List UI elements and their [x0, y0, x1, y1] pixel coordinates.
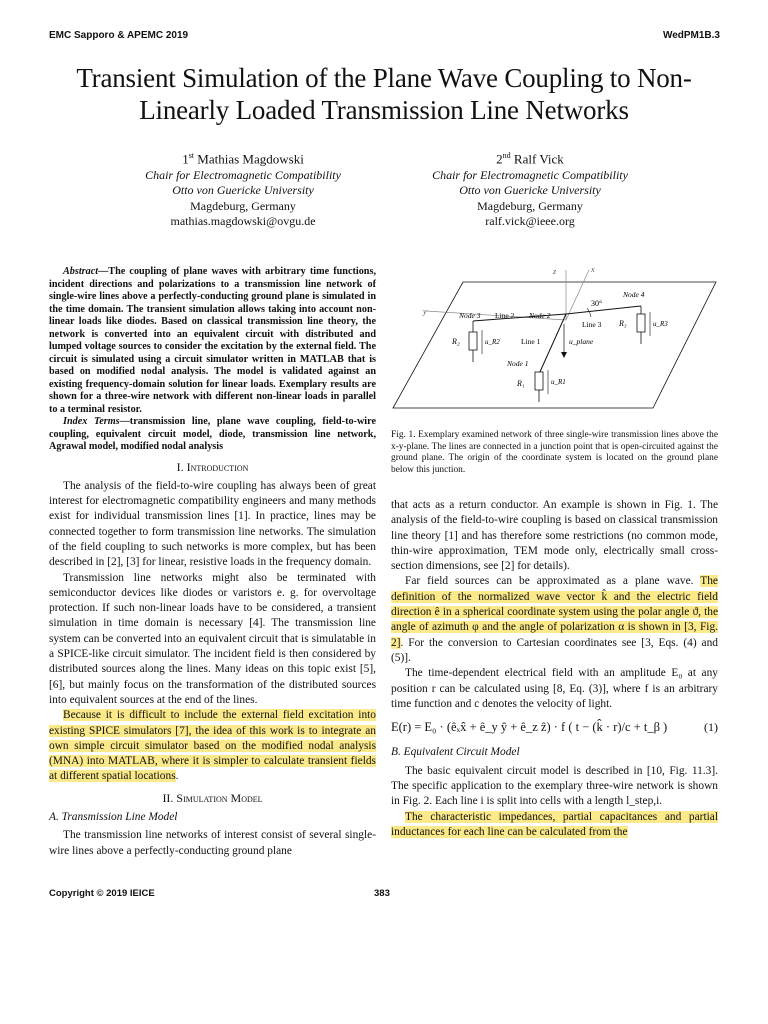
intro-paragraph-2: Transmission line networks might also be terminated with semiconductor devices like diodes or varistors e. g. for overvoltage protection. If such non-linear loads have to be considered, a transient simulation in time domain is necessary [4]. The transmission line system can be converted into an equivalent circuit that is simulatable in a SPICE-like circuit simulator. The incident field is then considered by distributed sources along the lines. Many ideas on this topic exist [5], [6], but mainly focus on the transformation of the distributed sources into equivalent sources at the end of the lines.	[49, 571, 376, 706]
line-2-label: Line 2	[495, 311, 515, 320]
line-3-label: Line 3	[582, 320, 602, 329]
node-1-label: Node 1	[507, 359, 529, 368]
intro-paragraph-1: The analysis of the field-to-wire coupling has always been of great interest for electromagnetic compatibility engineers and many methods exist for individual transmission lines [1]. In practice, lines may be connected together to form transmission line networks. The simulation of the field coupling to such networks is more complex, but has been described in [2], [3] for linear, resistive loads in the frequency domain.	[49, 479, 376, 569]
copyright-footer: Copyright © 2019 IEICE	[49, 888, 155, 899]
session-code: WedPM1B.3	[662, 30, 720, 41]
author-block-2	[380, 148, 680, 230]
x-axis-label: x	[591, 265, 595, 274]
abstract-label: Abstract	[63, 266, 99, 277]
r3-label: R₃	[619, 319, 627, 328]
section-heading-simulation-model: II. Simulation Model	[162, 790, 263, 805]
right-paragraph-1: that acts as a return conductor. An example is shown in Fig. 1. The analysis of the field-to-wire coupling is based on classical transmission line theory [1] and has therefore some restrictions (no common mode, thin-wire approximation, TEM mode only, electrically small cross-section dimensions, see [2] for details).	[391, 499, 718, 573]
author-affiliation-1: Chair for Electromagnetic Compatibility	[145, 167, 341, 182]
angle-label: 30°	[591, 299, 603, 308]
author-name-1: 1st Mathias Magdowski	[182, 151, 304, 167]
figure-1-diagram	[391, 262, 718, 427]
right-paragraph-2: Far field sources can be approximated as a plane wave. The definition of the normalized wave vector k̂ and the electric field direction ê in a spherical coordinate system using the polar angle ϑ, the angle of azimuth φ and the angle of polarization α is shown in [3, Fig. 2]. For the conversion to Cartesian coordinates see [3, Eqs. (4) and (5)].	[391, 575, 718, 664]
author-name-2: 2nd Ralf Vick	[496, 151, 564, 167]
right-paragraph-4: The basic equivalent circuit model is described in [10, Fig. 11.3]. The specific application to the exemplary three-wire network is shown in Fig. 2. Each line i is split into cells with a length l_step,i.	[391, 764, 718, 808]
y-axis-label: y	[423, 307, 427, 316]
section-heading-introduction: I. Introduction	[176, 459, 249, 474]
ur3-label: u_R3	[653, 320, 668, 328]
figure-1-caption: Fig. 1. Exemplary examined network of three single-wire transmission lines above the x-y-plane. The lines are connected in a junction point that is open-circuited against the ground plane. The origin of the coordinate system is located on the ground plane below this junction.	[391, 430, 718, 475]
highlighted-text: The characteristic impedances, partial capacitances and partial inductances for each line can be calculated from the	[391, 810, 718, 838]
abstract	[49, 266, 376, 416]
u-plane-arrowhead	[561, 352, 567, 358]
line-1	[539, 314, 566, 374]
conference-header: EMC Sapporo & APEMC 2019	[49, 30, 189, 41]
subsection-heading-b: B. Equivalent Circuit Model	[391, 746, 520, 759]
equation-1-body: E(r) = E₀ · (êₓx̂ + ê_y ŷ + ê_z ẑ) · f ( t − (k̂ · r)/c + t_β )	[391, 720, 668, 735]
author-block-1	[93, 148, 393, 230]
left-column	[49, 266, 376, 859]
ground-plane	[393, 282, 716, 408]
page-number: 383	[374, 888, 390, 899]
index-terms-label: Index Terms	[63, 416, 120, 427]
right-paragraph-5	[391, 810, 718, 841]
ur2-label: u_R2	[485, 338, 500, 346]
author-university-1: Otto von Guericke University	[172, 183, 314, 198]
index-terms-text: —transmission line, plane wave coupling, field-to-wire coupling, equivalent circuit model, diode, transmission line network, Agrawal model, modified nodal analysis	[49, 416, 376, 452]
equation-1-number: (1)	[704, 720, 718, 735]
figure-1	[391, 262, 718, 427]
equation-1	[391, 720, 718, 735]
author-city-1: Magdeburg, Germany	[190, 198, 296, 213]
line-1-label: Line 1	[521, 337, 541, 346]
author-university-2: Otto von Guericke University	[459, 183, 601, 198]
node-2-label: Node 2	[529, 311, 551, 320]
resistor-r1	[535, 372, 543, 390]
z-axis-label: z	[553, 267, 557, 276]
author-email-1: mathias.magdowski@ovgu.de	[170, 214, 316, 229]
author-email-2: ralf.vick@ieee.org	[485, 214, 575, 229]
line-3	[566, 306, 641, 314]
resistor-r3	[637, 314, 645, 332]
angle-arc	[587, 308, 591, 317]
u-plane-label: u_plane	[569, 337, 594, 346]
right-paragraph-3: The time-dependent electrical field with an amplitude E₀ at any position r can be calculated using [8, Eq. (3)], where f is an arbitrary time function and c denotes the velocity of light.	[391, 667, 718, 710]
intro-paragraph-3: Because it is difficult to include the external field excitation into existing SPICE simulators [7], the idea of this work is to integrate an own simple circuit simulator based on the modified nodal analysis (MNA) into MATLAB, where it is simpler to calculate transient fields at different spatial locations.	[49, 709, 376, 783]
highlighted-text: The definition of the normalized wave vector k̂ and the electric field direction ê in a spherical coordinate system using the polar angle ϑ, the angle of azimuth φ and the angle of polarization α is shown in [3, Fig. 2]	[391, 575, 718, 649]
author-affiliation-2: Chair for Electromagnetic Compatibility	[432, 167, 628, 182]
r1-label: R₁	[517, 379, 525, 388]
abstract-text: —The coupling of plane waves with arbitrary time functions, incident directions and polarizations to a transmission line network of single-wire lines above a perfectly-conducting ground plane is simulated in the time domain. The transient simulation allows taking into account non-linear loads like diodes. Based on classical transmission line theory, the network is converted into an equivalent circuit with distributed and lumped voltage sources to consider the excitation by the external field. The circuit is simulated using a circuit simulator written in MATLAB that is based on modified nodal analysis. The model is validated against an existing frequency-domain solution for linear loads. Exemplary results are shown for a three-wire network with different non-linear loads in parallel to a terminal resistor.	[49, 266, 376, 415]
node-4-label: Node 4	[623, 290, 645, 299]
author-city-2: Magdeburg, Germany	[477, 198, 583, 213]
node-3-label: Node 3	[459, 311, 481, 320]
subsection-heading-a: A. Transmission Line Model	[49, 811, 178, 824]
ur1-label: u_R1	[551, 378, 566, 386]
highlighted-text: Because it is difficult to include the external field excitation into existing SPICE simulators [7], the idea of this work is to integrate an own simple circuit simulator based on the modified nodal analysis (MNA) into MATLAB, where it is simpler to calculate transient fields at different spatial locations	[49, 709, 376, 783]
sim-paragraph-1: The transmission line networks of interest consist of several single-wire lines above a perfectly-conducting ground plane	[49, 829, 376, 857]
resistor-r2	[469, 332, 477, 350]
right-column	[391, 498, 718, 840]
r2-label: R₂	[452, 337, 460, 346]
index-terms	[49, 416, 376, 454]
paper-title: Transient Simulation of the Plane Wave Coupling to Non-Linearly Loaded Transmission Line Networks	[76, 63, 692, 125]
